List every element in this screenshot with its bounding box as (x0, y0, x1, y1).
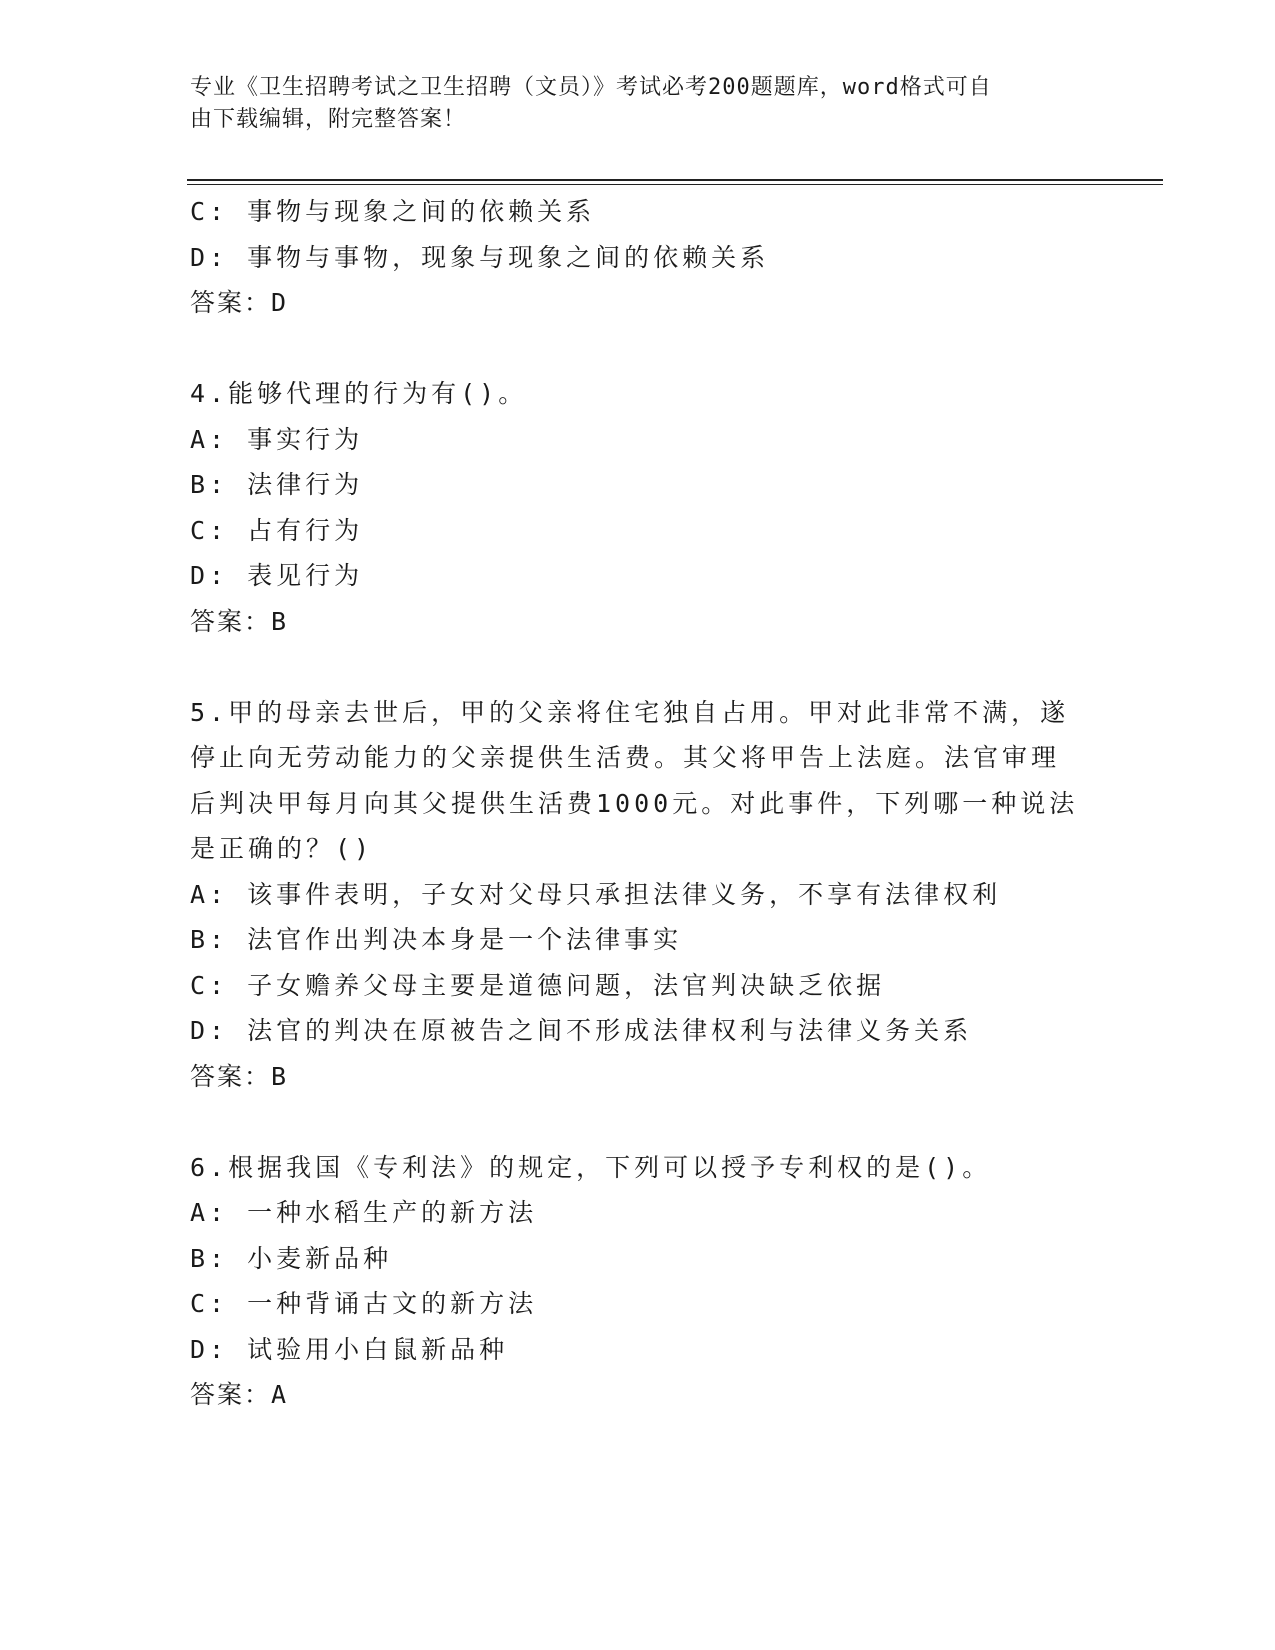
answer-line: 答案：A (190, 1380, 289, 1409)
option-d: D: 法官的判决在原被告之间不形成法律权利与法律义务关系 (190, 1016, 973, 1045)
option-c: C: 一种背诵古文的新方法 (190, 1289, 538, 1318)
answer-line: 答案：D (190, 288, 289, 317)
question-content (190, 189, 1090, 1418)
option-d: D: 事物与事物，现象与现象之间的依赖关系 (190, 242, 770, 272)
question-6 (190, 1145, 1090, 1418)
option-b: B: 法律行为 (190, 470, 364, 499)
header-rule-thick (187, 179, 1163, 181)
option-a: A: 一种水稻生产的新方法 (190, 1198, 538, 1227)
option-c: C: 占有行为 (190, 515, 364, 545)
header-line-2: 由下载编辑，附完整答案！ (190, 107, 467, 132)
question-text: 停止向无劳动能力的父亲提供生活费。其父将甲告上法庭。法官审理 (190, 743, 1061, 772)
question-text: 5.甲的母亲去世后，甲的父亲将住宅独自占用。甲对此非常不满，遂 (190, 697, 1070, 727)
option-d: D: 表见行为 (190, 561, 364, 590)
spacer (190, 1099, 1090, 1145)
spacer (190, 326, 1090, 372)
option-a: A: 该事件表明，子女对父母只承担法律义务，不享有法律权利 (190, 879, 1002, 909)
answer-line: 答案：B (190, 1061, 289, 1091)
question-text: 是正确的？() (190, 834, 374, 863)
question-text: 后判决甲每月向其父提供生活费1000元。对此事件，下列哪一种说法 (190, 788, 1079, 818)
option-a: A: 事实行为 (190, 424, 364, 454)
question-4 (190, 371, 1090, 644)
header-rule-thin (187, 184, 1163, 185)
document-header (190, 72, 1070, 136)
option-c: C: 子女赡养父母主要是道德问题，法官判决缺乏依据 (190, 970, 886, 1000)
option-b: B: 小麦新品种 (190, 1243, 393, 1273)
question-5 (190, 690, 1090, 1100)
answer-line: 答案：B (190, 606, 289, 636)
question-text: 6.根据我国《专利法》的规定，下列可以授予专利权的是()。 (190, 1152, 992, 1182)
question-text: 4.能够代理的行为有()。 (190, 379, 528, 408)
option-d: D: 试验用小白鼠新品种 (190, 1334, 509, 1364)
spacer (190, 644, 1090, 690)
option-b: B: 法官作出判决本身是一个法律事实 (190, 925, 683, 954)
header-line-1: 专业《卫生招聘考试之卫生招聘（文员）》考试必考200题题库，word格式可自 (190, 75, 992, 100)
option-c: C: 事物与现象之间的依赖关系 (190, 197, 596, 226)
